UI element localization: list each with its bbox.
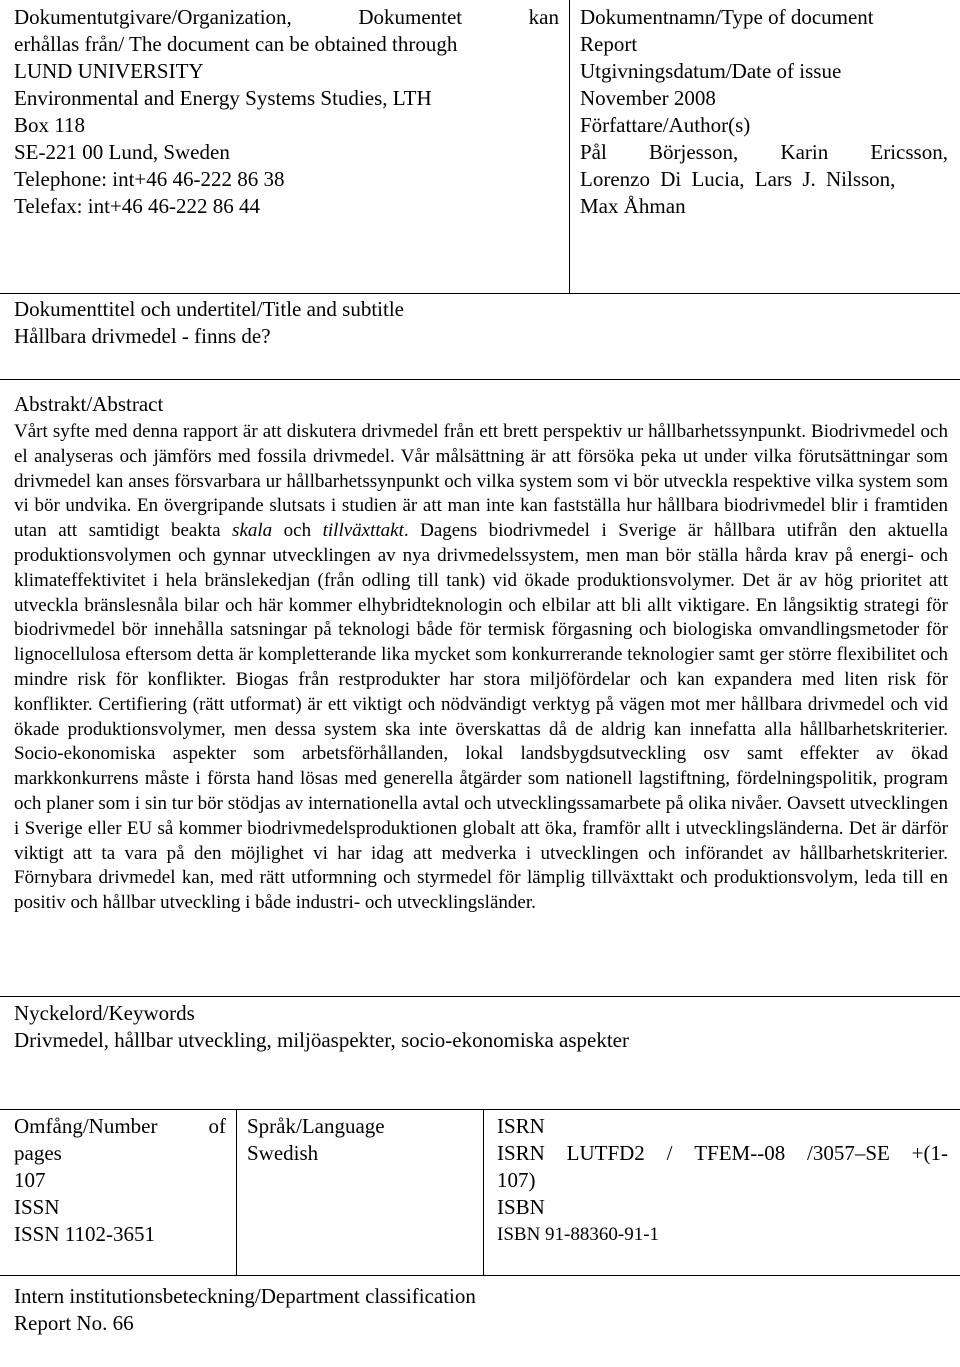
issn-label: ISSN [14, 1195, 60, 1219]
keywords-value: Drivmedel, hållbar utveckling, miljöaspekter, socio-ekonomiska aspekter [14, 1028, 629, 1052]
organization-heading-part3: kan [528, 5, 559, 29]
author-word: Karin [780, 140, 829, 164]
organization-heading-part2: Dokumentet [358, 5, 463, 29]
document-type-label: Dokumentnamn/Type of document [580, 5, 874, 29]
abstract-text-part2: och [272, 520, 323, 542]
abstract-text-part1: Vårt syfte med denna rapport är att diskutera drivmedel från ett brett perspektiv ur hållbarhetssynpunkt. Biodrivmedel och el analyseras och jämförs med fossila drivmedel. Vår målsättning är att försöka peka ut under vilka förutsättningar som drivmedel kan anses försvarbara ur hållbarhetssynpunkt och vilka system som vi bör utveckla respektive vilka system som vi bör undvika. En övergripande slutsats i studien är att man inte kan fastställa hur hållbara biodrivmedel blir i framtiden utan att samtidigt beakta [14, 421, 948, 542]
classification-section [14, 1283, 944, 1337]
table-col-divider-1 [236, 1109, 237, 1275]
language-cell [247, 1113, 473, 1167]
pages-label-part3: pages [14, 1141, 62, 1165]
table-top-border [0, 1109, 960, 1110]
abstract-italic-scale: skala [232, 520, 273, 542]
table-bottom-border [0, 1275, 960, 1276]
isrn-isbn-cell [497, 1113, 948, 1248]
organization-postal: SE-221 00 Lund, Sweden [14, 140, 230, 164]
pages-label-row [14, 1113, 226, 1140]
organization-block [14, 4, 559, 220]
organization-telephone: Telephone: int+46 46-222 86 38 [14, 167, 285, 191]
header-divider-vertical [569, 0, 570, 294]
abstract-text [14, 420, 948, 916]
header-divider-horizontal [0, 293, 960, 294]
organization-department: Environmental and Energy Systems Studies, LTH [14, 86, 432, 110]
abstract-italic-growth: tillväxttakt [322, 520, 404, 542]
classification-label: Intern institutionsbeteckning/Department classification [14, 1284, 476, 1308]
isrn-part: LUTFD2 [566, 1141, 645, 1165]
author-word: Börjesson, [649, 140, 739, 164]
language-value: Swedish [247, 1141, 319, 1165]
isrn-label: ISRN [497, 1114, 545, 1138]
isrn-part: / [666, 1141, 673, 1165]
author-word: Ericsson, [870, 140, 948, 164]
title-divider [0, 379, 960, 380]
organization-name: LUND UNIVERSITY [14, 59, 204, 83]
document-type-value: Report [580, 32, 638, 56]
pages-value: 107 [14, 1168, 46, 1192]
isrn-part: /3057–SE [807, 1141, 890, 1165]
pages-issn-cell [14, 1113, 226, 1248]
keywords-label: Nyckelord/Keywords [14, 1001, 195, 1025]
issue-date-value: November 2008 [580, 86, 716, 110]
isrn-part: ISRN [497, 1141, 545, 1165]
isrn-value-line2: 107) [497, 1168, 536, 1192]
authors-line-2: Lorenzo Di Lucia, Lars J. Nilsson, [580, 167, 896, 191]
keywords-section [14, 1000, 944, 1054]
isrn-part: +(1- [911, 1141, 948, 1165]
organization-heading [14, 4, 559, 31]
isrn-part: TFEM--08 [694, 1141, 786, 1165]
document-info-block [580, 4, 948, 220]
table-col-divider-2 [483, 1109, 484, 1275]
authors-line-1 [580, 139, 948, 166]
issn-value: ISSN 1102-3651 [14, 1222, 155, 1246]
abstract-label: Abstrakt/Abstract [14, 392, 164, 416]
organization-telefax: Telefax: int+46 46-222 86 44 [14, 194, 260, 218]
abstract-text-part3: . Dagens biodrivmedel i Sverige är hållbara utifrån den aktuella produktionsvolymen och gynnar utvecklingen av nya drivmedelssystem, men man bör ställa hårda krav på energi- och klimateffektivitet i hela bränslekedjan (från odling till tank) vid ökade produktionsvolymer. Det är av hög prioritet att utveckla bränslesnåla bilar och här kommer elhybridteknologin och elbilar att bli allt viktigare. En långsiktig strategi för biodrivmedel bör innehålla satsningar på teknologi både för termisk förgasning och biologiska omvandlingsmetoder för lignocellulosa eftersom detta är kompletterande lika mycket som konkurrerande teknologier samt ger större flexibilitet och mindre risk för konflikter. Biogas från restprodukter har stora miljöfördelar och kan expandera med liten risk för konflikter. Certifiering (rätt utformat) är ett viktigt och nödvändigt verktyg på vägen mot mer hållbara drivmedel och vid ökade produktionsvolymer, men dessa system ska inte överskattas då de aldrig kan innefatta alla hållbarhetskriterier. Socio-ekonomiska aspekter som arbetsförhållanden, lokal landsbygdsutveckling osv samt effekter av ökad markkonkurrens måste i första hand lösas med generella åtgärder som nationell lagstiftning, fördelningspolitik, program och planer som i sin tur bör stödjas av internationella avtal och utvecklingssamarbete på olika nivåer. Oavsett utvecklingen i Sverige eller EU så kommer biodrivmedelsproduktionen globalt att öka, framför allt i utvecklingsländerna. Det är därför viktigt att ta vara på den möjlighet vi har idag att medverka i utvecklingen och införandet av hållbarhetskriterier. Förnybara drivmedel kan, med rätt utformning och styrmedel för lämplig tillväxttakt och produktionsvolym, leda till en positiv och hållbar utveckling i både industri- och utvecklingsländer. [14, 520, 948, 914]
title-section [14, 296, 944, 350]
authors-line-3: Max Åhman [580, 194, 686, 218]
pages-label-part2: of [208, 1114, 226, 1138]
isbn-label: ISBN [497, 1195, 545, 1219]
isbn-value: ISBN 91-88360-91-1 [497, 1224, 660, 1245]
author-label: Författare/Author(s) [580, 113, 751, 137]
classification-value: Report No. 66 [14, 1311, 134, 1335]
abstract-section [14, 391, 948, 916]
document-title: Hållbara drivmedel - finns de? [14, 324, 271, 348]
isrn-value-line1 [497, 1140, 948, 1167]
organization-heading-line2: erhållas från/ The document can be obtained through [14, 32, 458, 56]
language-label: Språk/Language [247, 1114, 385, 1138]
organization-box: Box 118 [14, 113, 85, 137]
author-word: Pål [580, 140, 607, 164]
organization-heading-part1: Dokumentutgivare/Organization, [14, 5, 292, 29]
pages-label-part1: Omfång/Number [14, 1114, 158, 1138]
issue-date-label: Utgivningsdatum/Date of issue [580, 59, 842, 83]
abstract-divider [0, 996, 960, 997]
title-label: Dokumenttitel och undertitel/Title and subtitle [14, 297, 405, 321]
